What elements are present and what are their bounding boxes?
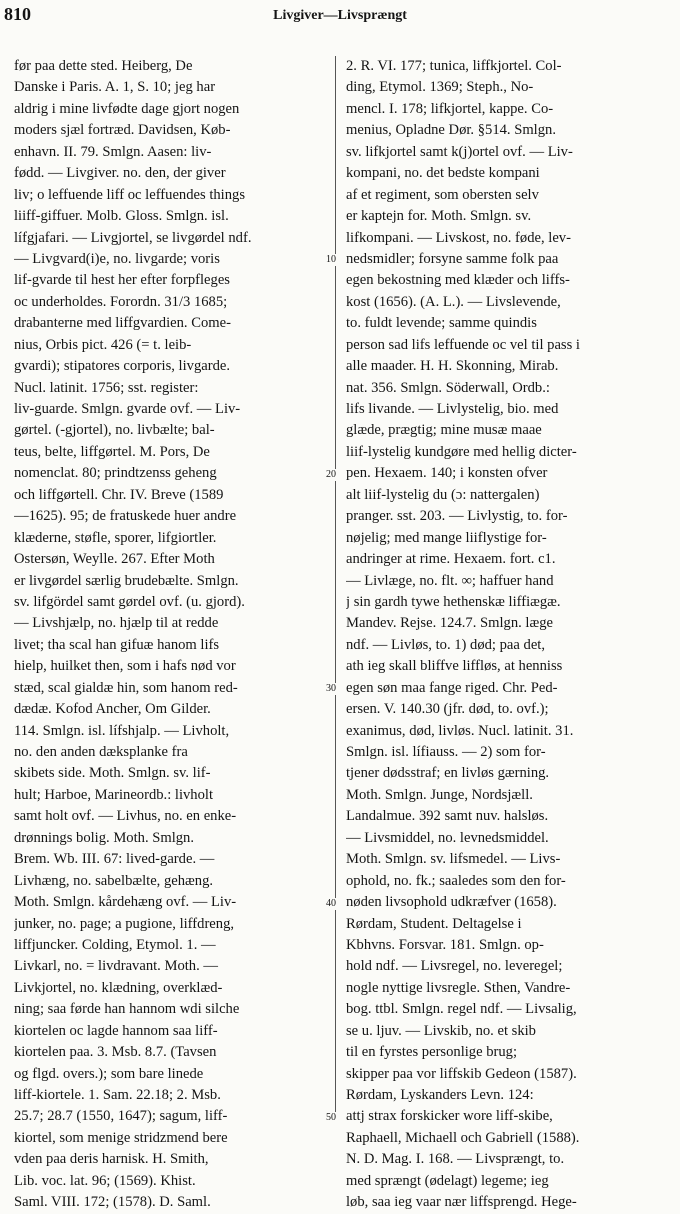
- text-line: løb, saa ieg vaar nær liffsprengd. Hege-: [346, 1194, 577, 1211]
- text-line: ersen. V. 140.30 (jfr. død, to. ovf.);: [346, 701, 549, 718]
- text-line: lifkompani. — Livskost, no. føde, lev-: [346, 229, 571, 246]
- column-divider: [335, 56, 336, 1122]
- text-line: Brem. Wb. III. 67: lived-garde. —: [14, 851, 215, 868]
- text-line: ning; saa førde han hannom wdi silche: [14, 1001, 240, 1018]
- text-line: før paa dette sted. Heiberg, De: [14, 58, 193, 74]
- text-line: nogle nyttige livsregle. Sthen, Vandre-: [346, 979, 571, 996]
- text-line: stæd, scal gialdæ hin, som hanom red-: [14, 679, 238, 696]
- text-line: alt liif-lystelig du (ɔ: nattergalen): [346, 486, 540, 503]
- text-line: —1625). 95; de fratuskede huer andre: [14, 508, 237, 525]
- text-line: kiortelen paa. 3. Msb. 8.7. (Tavsen: [14, 1044, 217, 1061]
- text-line: livet; tha scal han gifuæ hanom lifs: [14, 636, 220, 653]
- text-line: nomenclat. 80; prindtzenss geheng: [14, 465, 217, 482]
- text-line: Smlgn. isl. lífiauss. — 2) som for-: [346, 744, 546, 760]
- text-line: glæde, prægtig; mine musæ maae: [346, 422, 542, 439]
- text-line: Moth. Smlgn. sv. lifsmedel. — Livs-: [346, 851, 561, 868]
- text-line: nøjelig; med mange liiflystige for-: [346, 529, 547, 546]
- text-line: Mandev. Rejse. 124.7. Smlgn. læge: [346, 615, 553, 632]
- text-line: drønnings bolig. Moth. Smlgn.: [14, 829, 195, 846]
- text-line: Danske i Paris. A. 1, S. 10; jeg har: [14, 79, 216, 96]
- right-column: [346, 56, 658, 1214]
- text-line: nat. 356. Smlgn. Söderwall, Ordb.:: [346, 379, 550, 396]
- text-line: sv. lifkjortel samt k(j)ortel ovf. — Liv-: [346, 143, 573, 160]
- text-line: lif-gvarde til hest her efter forpfleges: [14, 272, 230, 289]
- text-line: Moth. Smlgn. Junge, Nordsjæll.: [346, 786, 533, 803]
- text-line: Livhæng, no. sabelbælte, gehæng.: [14, 872, 214, 889]
- text-line: attj strax forskicker wore liff-skibe,: [346, 1108, 553, 1125]
- text-line: Raphaell, Michaell och Gabriell (1588).: [346, 1129, 580, 1146]
- margin-line-number: 30: [326, 683, 336, 695]
- text-line: Lib. voc. lat. 96; (1569). Khist.: [14, 1172, 196, 1189]
- text-line: andringer at rime. Hexaem. fort. c1.: [346, 551, 556, 568]
- text-line: menius, Opladne Dør. §514. Smlgn.: [346, 122, 556, 139]
- text-line: pranger. sst. 203. — Livlystig, to. for-: [346, 508, 568, 525]
- text-line: — Livsmiddel, no. levnedsmiddel.: [346, 829, 549, 846]
- text-line: kiortel, som menige stridzmend bere: [14, 1129, 228, 1146]
- text-line: nius, Orbis pict. 426 (= t. leib-: [14, 336, 192, 353]
- text-line: Landalmue. 392 samt nuv. halsløs.: [346, 808, 549, 825]
- text-line: ding, Etymol. 1369; Steph., No-: [346, 79, 534, 96]
- left-column: [14, 56, 326, 1214]
- text-line: til en fyrstes personlige brug;: [346, 1044, 518, 1061]
- running-head: Livgiver—Livsprængt: [273, 8, 407, 23]
- text-line: liv-guarde. Smlgn. gvarde ovf. — Liv-: [14, 401, 241, 417]
- text-line: skipper paa vor liffskib Gedeon (1587).: [346, 1065, 577, 1082]
- text-line: — Livshjælp, no. hjælp til at redde: [14, 615, 219, 632]
- page-header: [0, 4, 680, 32]
- text-line: kompani, no. det bedste kompani: [346, 165, 540, 182]
- text-line: moders sjæl fortræd. Davidsen, Køb-: [14, 122, 231, 139]
- text-line: liiff-giffuer. Molb. Gloss. Smlgn. isl.: [14, 208, 229, 225]
- page-number: 810: [4, 4, 31, 24]
- text-line: person sad lifs leffuende oc vel til pass i: [346, 336, 580, 353]
- text-line: Rørdam, Lyskanders Levn. 124:: [346, 1087, 534, 1103]
- text-line: pen. Hexaem. 140; i konsten ofver: [346, 465, 548, 482]
- text-line: bog. ttbl. Smlgn. regel ndf. — Livsalig,: [346, 1001, 577, 1018]
- text-line: dædæ. Kofod Ancher, Om Gilder.: [14, 701, 211, 718]
- margin-line-number: 40: [326, 897, 336, 909]
- text-line: nedsmidler; forsyne samme folk paa: [346, 250, 559, 267]
- text-line: egen bekostning med klæder och liffs-: [346, 272, 570, 289]
- text-line: oc underholdes. Forordn. 31/3 1685;: [14, 293, 228, 310]
- text-line: fødd. — Livgiver. no. den, der giver: [14, 165, 226, 182]
- text-line: ath ieg skall bliffve liffløs, at henniss: [346, 658, 563, 675]
- text-line: 2. R. VI. 177; tunica, liffkjortel. Col-: [346, 58, 562, 74]
- text-line: tjener dødsstraf; en livløs gærning.: [346, 765, 550, 782]
- text-line: ndf. — Livløs, to. 1) død; paa det,: [346, 636, 546, 653]
- text-line: j sin gardh tywe hethenskæ liffiægæ.: [346, 593, 561, 610]
- text-line: — Livlæge, no. flt. ∞; haffuer hand: [346, 572, 554, 589]
- margin-line-number: 20: [326, 468, 336, 480]
- text-line: drabanterne med liffgvardien. Come-: [14, 315, 231, 332]
- text-line: af et regiment, som obersten selv: [346, 186, 539, 203]
- text-line: aldrig i mine livfødte dage gjort nogen: [14, 100, 240, 117]
- text-line: liffjuncker. Colding, Etymol. 1. —: [14, 936, 216, 953]
- text-line: Moth. Smlgn. kårdehæng ovf. — Liv-: [14, 894, 237, 911]
- text-line: 114. Smlgn. isl. lífshjalp. — Livholt,: [14, 722, 230, 739]
- text-line: och liffgørtell. Chr. IV. Breve (1589: [14, 486, 224, 503]
- text-line: hult; Harboe, Marineordb.: livholt: [14, 786, 214, 803]
- text-line: Kbhvns. Forsvar. 181. Smlgn. op-: [346, 936, 544, 953]
- text-line: mencl. I. 178; lifkjortel, kappe. Co-: [346, 100, 554, 117]
- text-line: junker, no. page; a pugione, liffdreng,: [14, 915, 235, 932]
- text-line: nøden livsophold udkræfver (1658).: [346, 894, 557, 911]
- margin-line-number: 50: [326, 1112, 336, 1124]
- text-line: og flgd. overs.); som bare linede: [14, 1065, 204, 1082]
- text-line: kost (1656). (A. L.). — Livslevende,: [346, 293, 561, 310]
- text-line: gørtel. (-gjortel), no. livbælte; bal-: [14, 422, 215, 439]
- text-line: vden paa deris harnisk. H. Smith,: [14, 1151, 209, 1168]
- text-line: sv. lifgördel samt gørdel ovf. (u. gjord).: [14, 593, 245, 610]
- text-line: med sprængt (ødelagt) legeme; ieg: [346, 1172, 549, 1189]
- text-line: Ostersøn, Weylle. 267. Efter Moth: [14, 551, 215, 568]
- text-line: 25.7; 28.7 (1550, 1647); sagum, liff-: [14, 1108, 228, 1125]
- text-line: lífgjafari. — Livgjortel, se livgørdel ndf.: [14, 229, 252, 246]
- text-line: samt holt ovf. — Livhus, no. en enke-: [14, 808, 237, 825]
- text-line: se u. ljuv. — Livskib, no. et skib: [346, 1022, 536, 1039]
- text-line: teus, belte, liffgørtel. M. Pors, De: [14, 443, 210, 460]
- text-line: lifs livande. — Livlystelig, bio. med: [346, 401, 559, 417]
- text-line: to. fuldt levende; samme quindis: [346, 315, 537, 332]
- text-line: — Livgvard(i)e, no. livgarde; voris: [14, 250, 220, 267]
- text-line: no. den anden dæksplanke fra: [14, 744, 188, 760]
- text-line: liv; o leffuende liff oc leffuendes things: [14, 186, 246, 203]
- text-line: klæderne, støfle, sporer, lifgiortler.: [14, 529, 217, 546]
- text-line: er livgørdel særlig brudebælte. Smlgn.: [14, 572, 239, 589]
- text-line: N. D. Mag. I. 168. — Livsprængt, to.: [346, 1151, 565, 1168]
- text-line: Nucl. latinit. 1756; sst. register:: [14, 379, 199, 396]
- margin-line-number: 10: [326, 254, 336, 266]
- text-line: skibets side. Moth. Smlgn. sv. lif-: [14, 765, 211, 782]
- text-line: hold ndf. — Livsregel, no. leveregel;: [346, 958, 563, 975]
- text-line: hielp, huilket then, som i hafs nød vor: [14, 658, 236, 675]
- text-line: egen søn maa fange riged. Chr. Ped-: [346, 679, 558, 696]
- text-line: liif-lystelig kundgøre med hellig dicter-: [346, 443, 577, 460]
- text-line: alle maader. H. H. Skonning, Mirab.: [346, 358, 559, 375]
- text-line: ophold, no. fk.; saaledes som den for-: [346, 872, 566, 889]
- text-line: Saml. VIII. 172; (1578). D. Saml.: [14, 1194, 211, 1211]
- text-line: Livkjortel, no. klædning, overklæd-: [14, 979, 223, 996]
- text-line: Rørdam, Student. Deltagelse i: [346, 915, 522, 932]
- text-line: exanimus, død, livløs. Nucl. latinit. 31.: [346, 722, 574, 739]
- text-line: enhavn. II. 79. Smlgn. Aasen: liv-: [14, 143, 212, 160]
- text-line: Livkarl, no. = livdravant. Moth. —: [14, 958, 218, 975]
- text-line: liff-kiortele. 1. Sam. 22.18; 2. Msb.: [14, 1087, 221, 1103]
- text-line: er kaptejn for. Moth. Smlgn. sv.: [346, 208, 532, 225]
- text-line: gvardi); stipatores corporis, livgarde.: [14, 358, 231, 375]
- text-line: kiortelen oc lagde hannom saa liff-: [14, 1022, 218, 1039]
